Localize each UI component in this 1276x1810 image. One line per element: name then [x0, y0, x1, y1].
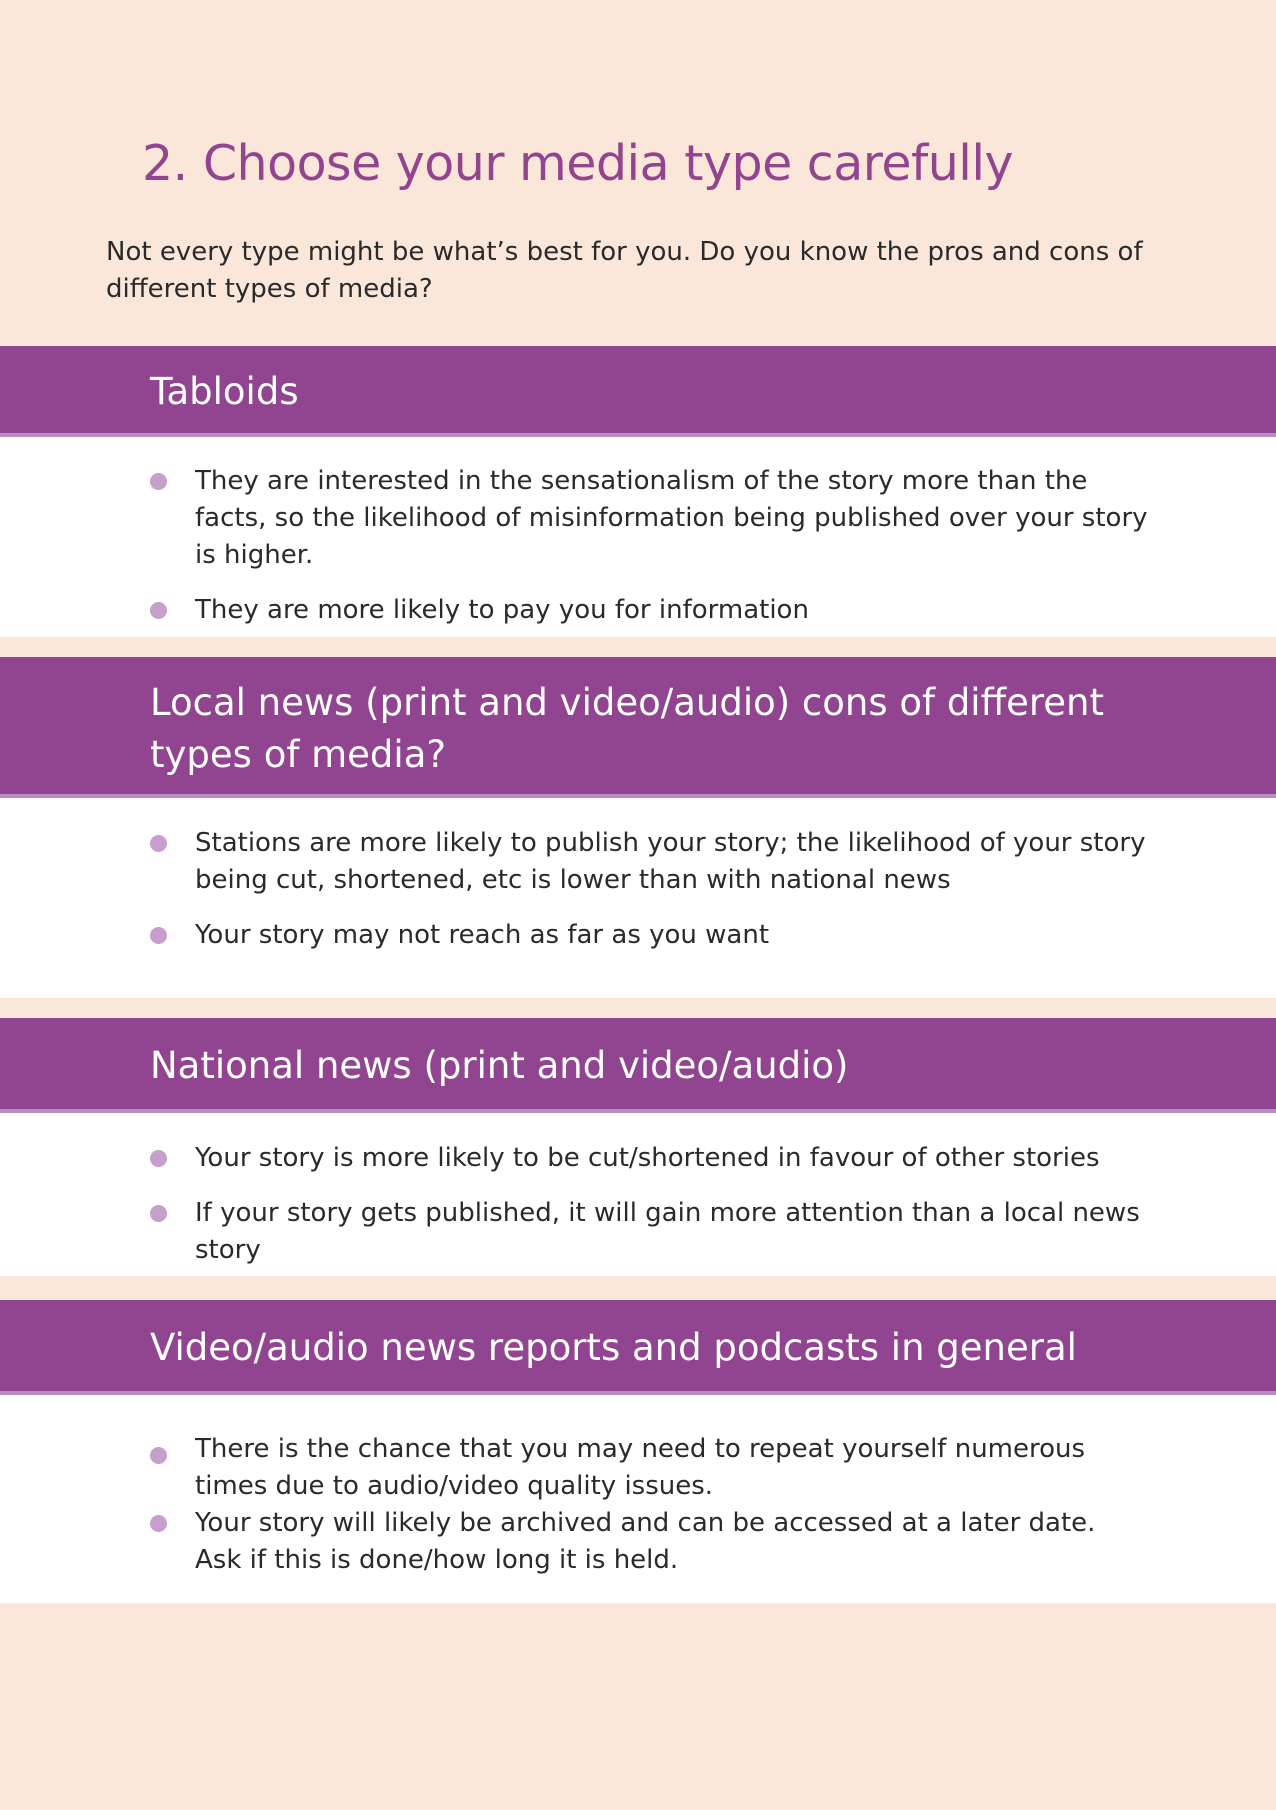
bullet-dot-icon — [150, 473, 167, 490]
list-item-text: Your story is more likely to be cut/shortened in favour of other stories — [195, 1143, 1100, 1173]
section-body-video-audio — [0, 1395, 1276, 1603]
list-item-text: Your story will likely be archived and can be accessed at a later date. Ask if this is done/how long it is held. — [195, 1508, 1096, 1575]
section-title: National news (print and video/audio) — [150, 1044, 849, 1087]
bullet-list — [150, 1140, 1150, 1269]
bullet-dot-icon — [150, 1515, 167, 1532]
section-title: Local news (print and video/audio) cons of different types of media? — [150, 681, 1104, 776]
list-item — [150, 463, 1150, 574]
section-header-local-news — [0, 657, 1276, 798]
bullet-dot-icon — [150, 1150, 167, 1167]
list-item-text: If your story gets published, it will gain more attention than a local news story — [195, 1198, 1140, 1265]
list-item — [150, 592, 1150, 629]
list-item — [150, 1505, 1150, 1579]
section-title: Video/audio news reports and podcasts in general — [150, 1326, 1077, 1369]
bullet-dot-icon — [150, 1447, 167, 1464]
bullet-dot-icon — [150, 835, 167, 852]
list-item — [150, 825, 1150, 899]
list-item — [150, 1431, 1150, 1505]
section-header-tabloids — [0, 346, 1276, 437]
list-item-text: Stations are more likely to publish your story; the likelihood of your story being cut, shortened, etc is lower than with national news — [195, 828, 1146, 895]
list-item-text: They are interested in the sensationalism of the story more than the facts, so the likelihood of misinformation being published over your story is higher. — [195, 466, 1148, 570]
section-body-national-news — [0, 1113, 1276, 1276]
section-header-video-audio — [0, 1300, 1276, 1395]
bullet-list — [150, 1431, 1150, 1579]
section-title: Tabloids — [150, 370, 299, 413]
section-body-local-news — [0, 798, 1276, 998]
list-item-text: There is the chance that you may need to repeat yourself numerous times due to audio/video quality issues. — [195, 1434, 1086, 1501]
intro-text: Not every type might be what’s best for you. Do you know the pros and cons of different types of media? — [106, 237, 1143, 304]
section-body-tabloids — [0, 437, 1276, 637]
bullet-dot-icon — [150, 602, 167, 619]
section-header-national-news — [0, 1018, 1276, 1113]
list-item-text: They are more likely to pay you for information — [195, 595, 809, 625]
list-item — [150, 1195, 1150, 1269]
page-title: 2. Choose your media type carefully — [142, 135, 1014, 192]
bullet-dot-icon — [150, 1205, 167, 1222]
list-item-text: Your story may not reach as far as you want — [195, 920, 770, 950]
bullet-list — [150, 825, 1150, 954]
list-item — [150, 1140, 1150, 1177]
bullet-dot-icon — [150, 927, 167, 944]
bullet-list — [150, 463, 1150, 629]
list-item — [150, 917, 1150, 954]
